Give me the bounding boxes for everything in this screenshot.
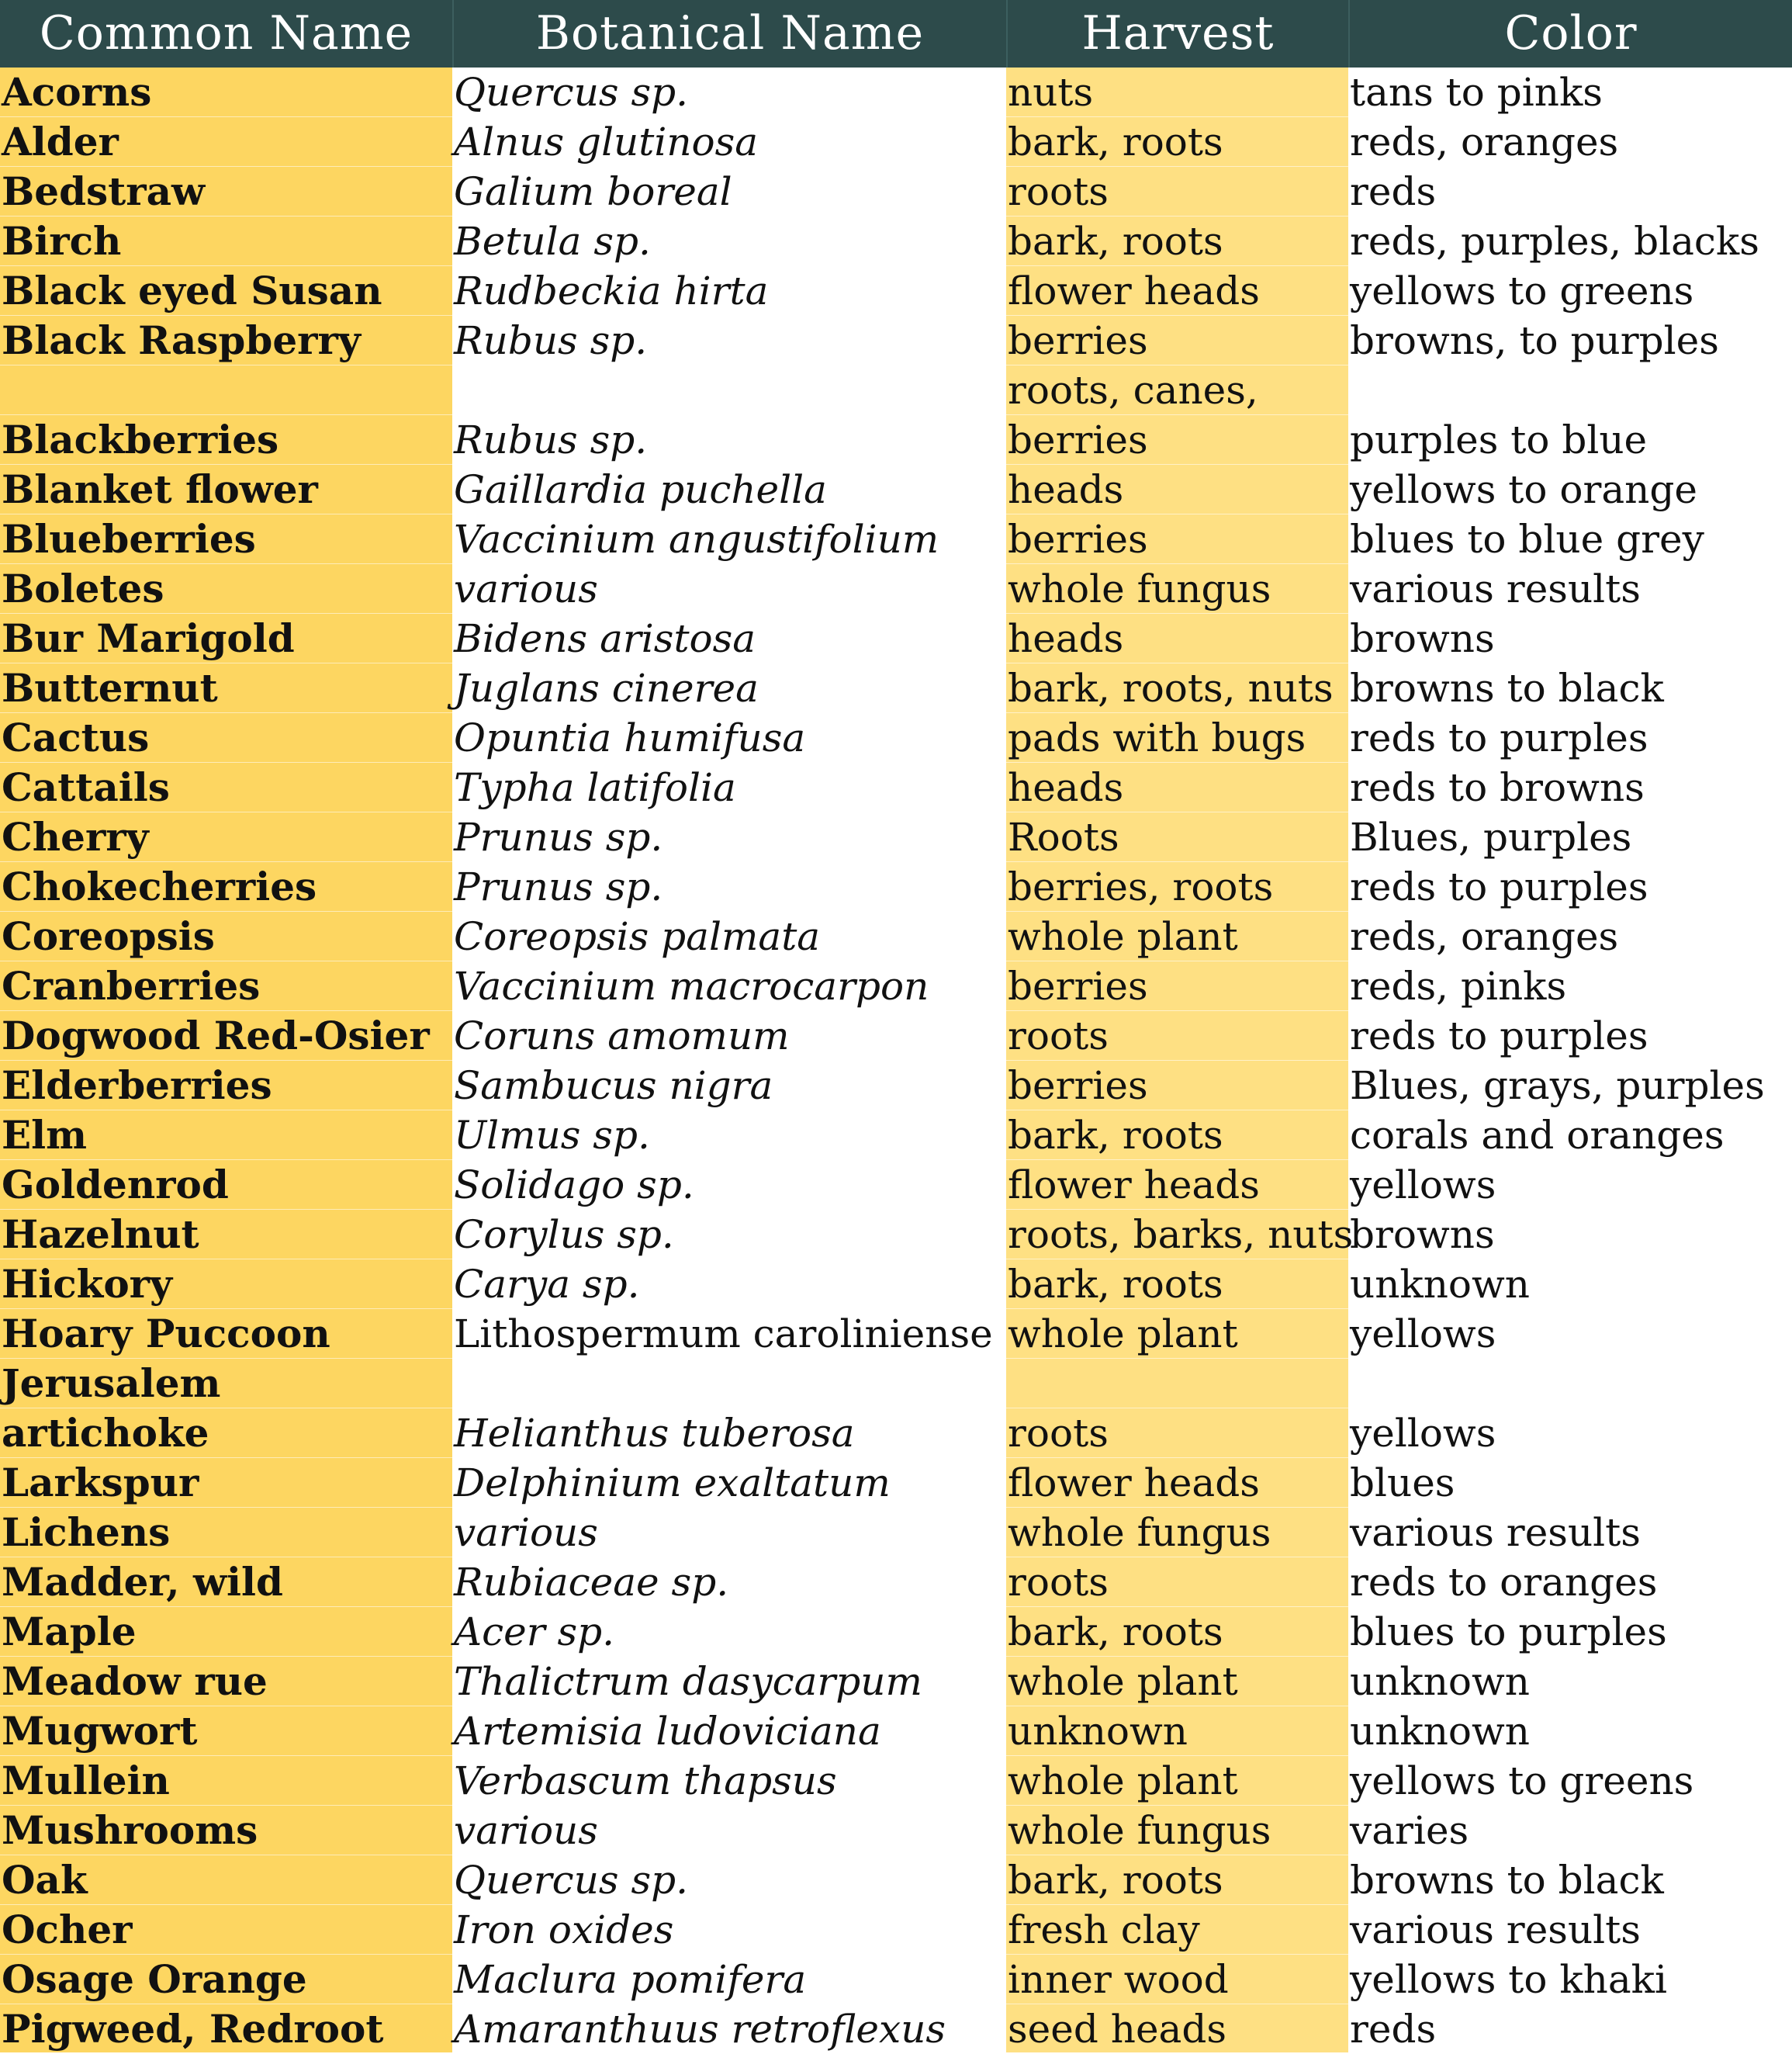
harvest-cell: flower heads xyxy=(1008,268,1260,313)
header-common-name: Common Name xyxy=(39,6,413,61)
color-cell: reds, purples, blacks xyxy=(1350,219,1759,264)
header-color: Color xyxy=(1348,0,1792,68)
table-row xyxy=(0,1458,1792,1508)
color-cell: unknown xyxy=(1350,1659,1531,1704)
table-row xyxy=(0,1309,1792,1359)
table-row xyxy=(0,415,1792,465)
harvest-cell: flower heads xyxy=(1008,1460,1260,1505)
botanical-name-cell: Helianthus tuberosa xyxy=(454,1411,855,1456)
harvest-cell: nuts xyxy=(1008,70,1094,115)
botanical-name-cell: Ulmus sp. xyxy=(454,1113,650,1158)
header-harvest: Harvest xyxy=(1006,0,1348,68)
common-name-cell: Cherry xyxy=(2,814,149,860)
common-name-cell: Chokecherries xyxy=(2,864,317,909)
common-name-cell: Blueberries xyxy=(2,516,256,562)
color-cell: reds xyxy=(1350,169,1437,214)
color-cell: browns, to purples xyxy=(1350,318,1719,363)
harvest-cell: flower heads xyxy=(1008,1162,1260,1207)
table-row xyxy=(0,1657,1792,1706)
table-row xyxy=(0,1508,1792,1557)
common-name-cell: Mushrooms xyxy=(2,1807,258,1853)
color-cell: yellows to orange xyxy=(1350,467,1697,512)
harvest-cell xyxy=(1006,1359,1348,1408)
color-cell: blues to blue grey xyxy=(1350,517,1704,562)
color-cell: blues xyxy=(1350,1460,1455,1505)
common-name-cell: Blanket flower xyxy=(2,466,318,512)
botanical-name-cell: Quercus sp. xyxy=(454,1858,689,1903)
common-name-cell: Larkspur xyxy=(2,1460,199,1505)
botanical-name-cell: Rudbeckia hirta xyxy=(454,268,769,313)
color-cell: yellows to khaki xyxy=(1350,1957,1667,2002)
harvest-cell: Roots xyxy=(1008,815,1119,860)
common-name-cell: Black eyed Susan xyxy=(2,268,382,313)
common-name-cell xyxy=(0,365,452,415)
table-row xyxy=(0,465,1792,514)
common-name-cell: Acorns xyxy=(2,69,152,115)
harvest-cell: whole fungus xyxy=(1008,1808,1271,1853)
table-row xyxy=(0,812,1792,862)
common-name-cell: Elderberries xyxy=(2,1062,272,1108)
common-name-cell: Goldenrod xyxy=(2,1162,229,1207)
botanical-name-cell: Vaccinium angustifolium xyxy=(454,517,939,562)
color-cell: yellows xyxy=(1350,1162,1496,1207)
color-cell: various results xyxy=(1350,1907,1641,1952)
common-name-cell: artichoke xyxy=(2,1410,209,1456)
common-name-cell: Birch xyxy=(2,218,122,264)
color-cell: varies xyxy=(1350,1808,1469,1853)
table-row xyxy=(0,1061,1792,1110)
harvest-cell: berries xyxy=(1008,1063,1148,1108)
botanical-name-cell: Acer sp. xyxy=(454,1609,615,1654)
harvest-cell: roots xyxy=(1008,1013,1109,1058)
common-name-cell: Hoary Puccoon xyxy=(2,1311,330,1356)
common-name-cell: Dogwood Red-Osier xyxy=(2,1013,430,1058)
table-row xyxy=(0,68,1792,117)
harvest-cell: berries xyxy=(1008,517,1148,562)
color-cell: Blues, purples xyxy=(1350,815,1632,860)
harvest-cell: heads xyxy=(1008,616,1124,661)
common-name-cell: Butternut xyxy=(2,665,218,711)
botanical-name-cell: Prunus sp. xyxy=(454,815,663,860)
color-cell: reds to purples xyxy=(1350,715,1648,760)
table-row xyxy=(0,266,1792,316)
botanical-name-cell: Betula sp. xyxy=(454,219,651,264)
common-name-cell: Hazelnut xyxy=(2,1211,199,1257)
table-row xyxy=(0,763,1792,812)
harvest-cell: bark, roots xyxy=(1008,1262,1223,1307)
botanical-name-cell: Lithospermum caroliniense xyxy=(454,1311,993,1356)
harvest-cell: roots, canes, xyxy=(1008,368,1258,413)
table-row xyxy=(0,1955,1792,2004)
botanical-name-cell: Carya sp. xyxy=(454,1262,640,1307)
common-name-cell: Oak xyxy=(2,1857,88,1903)
table-row xyxy=(0,316,1792,365)
table-row xyxy=(0,1855,1792,1905)
botanical-name-cell: Opuntia humifusa xyxy=(454,715,806,760)
botanical-name-cell: Amaranthuus retroflexus xyxy=(454,2007,946,2052)
color-cell: browns xyxy=(1350,616,1495,661)
color-cell: various results xyxy=(1350,566,1641,611)
common-name-cell: Elm xyxy=(2,1112,88,1158)
harvest-cell: fresh clay xyxy=(1008,1907,1200,1952)
botanical-name-cell xyxy=(452,365,1006,415)
table-row xyxy=(0,167,1792,216)
table-row xyxy=(0,1160,1792,1210)
harvest-cell: roots, barks, nuts xyxy=(1008,1212,1354,1257)
botanical-name-cell: Coreopsis palmata xyxy=(454,914,821,959)
color-cell: reds, oranges xyxy=(1350,914,1619,959)
harvest-cell: inner wood xyxy=(1008,1957,1229,2002)
color-cell: corals and oranges xyxy=(1350,1113,1725,1158)
harvest-cell: berries xyxy=(1008,417,1148,462)
table-row xyxy=(0,117,1792,167)
harvest-cell: whole plant xyxy=(1008,1311,1238,1356)
harvest-cell: berries, roots xyxy=(1008,864,1274,909)
botanical-name-cell: various xyxy=(454,1808,598,1853)
common-name-cell: Bur Marigold xyxy=(2,615,295,661)
table-row xyxy=(0,713,1792,763)
table-row xyxy=(0,1607,1792,1657)
botanical-name-cell: Prunus sp. xyxy=(454,864,663,909)
table-row xyxy=(0,1210,1792,1259)
harvest-cell: pads with bugs xyxy=(1008,715,1306,760)
color-cell: browns to black xyxy=(1350,666,1664,711)
table-row xyxy=(0,365,1792,415)
color-cell: purples to blue xyxy=(1350,417,1648,462)
botanical-name-cell: Artemisia ludoviciana xyxy=(454,1709,881,1754)
harvest-cell: berries xyxy=(1008,964,1148,1009)
harvest-cell: bark, roots xyxy=(1008,1858,1223,1903)
table-row xyxy=(0,912,1792,961)
common-name-cell: Mugwort xyxy=(2,1708,198,1754)
table-header xyxy=(0,0,1792,68)
color-cell: reds to browns xyxy=(1350,765,1645,810)
botanical-name-cell: Maclura pomifera xyxy=(454,1957,807,2002)
table-row xyxy=(0,1110,1792,1160)
botanical-name-cell: Galium boreal xyxy=(454,169,732,214)
botanical-name-cell: Rubus sp. xyxy=(454,417,648,462)
harvest-cell: whole fungus xyxy=(1008,566,1271,611)
botanical-name-cell: Bidens aristosa xyxy=(454,616,756,661)
header-botanical-name: Botanical Name xyxy=(452,0,1006,68)
botanical-name-cell: Rubiaceae sp. xyxy=(454,1560,729,1605)
harvest-cell: bark, roots xyxy=(1008,1113,1223,1158)
common-name-cell: Jerusalem xyxy=(2,1360,221,1406)
common-name-cell: Black Raspberry xyxy=(2,317,361,363)
botanical-name-cell: Alnus glutinosa xyxy=(454,119,759,165)
color-cell: reds to purples xyxy=(1350,864,1648,909)
color-cell: browns xyxy=(1350,1212,1495,1257)
color-cell: blues to purples xyxy=(1350,1609,1667,1654)
common-name-cell: Hickory xyxy=(2,1261,173,1307)
color-cell: reds, pinks xyxy=(1350,964,1567,1009)
color-cell: yellows xyxy=(1350,1311,1496,1356)
color-cell: yellows xyxy=(1350,1411,1496,1456)
harvest-cell: bark, roots xyxy=(1008,219,1223,264)
common-name-cell: Lichens xyxy=(2,1509,171,1555)
botanical-name-cell: Iron oxides xyxy=(454,1907,674,1952)
table-row xyxy=(0,862,1792,912)
table-row xyxy=(0,1806,1792,1855)
botanical-name-cell xyxy=(452,1359,1006,1408)
table-row xyxy=(0,614,1792,663)
common-name-cell: Bedstraw xyxy=(2,168,206,214)
botanical-name-cell: Corylus sp. xyxy=(454,1212,674,1257)
table-row xyxy=(0,1359,1792,1408)
table-row xyxy=(0,1011,1792,1061)
common-name-cell: Meadow rue xyxy=(2,1658,268,1704)
harvest-cell: whole fungus xyxy=(1008,1510,1271,1555)
color-cell xyxy=(1348,1359,1792,1408)
harvest-cell: berries xyxy=(1008,318,1148,363)
harvest-cell: unknown xyxy=(1008,1709,1188,1754)
harvest-cell: bark, roots xyxy=(1008,119,1223,165)
color-cell: reds xyxy=(1350,2007,1437,2052)
common-name-cell: Ocher xyxy=(2,1907,133,1952)
harvest-cell: heads xyxy=(1008,765,1124,810)
color-cell: yellows to greens xyxy=(1350,1758,1694,1803)
table-row xyxy=(0,216,1792,266)
common-name-cell: Madder, wild xyxy=(2,1559,283,1605)
botanical-name-cell: Vaccinium macrocarpon xyxy=(454,964,929,1009)
color-cell: browns to black xyxy=(1350,1858,1664,1903)
common-name-cell: Boletes xyxy=(2,566,164,611)
table-row xyxy=(0,564,1792,614)
color-cell: yellows to greens xyxy=(1350,268,1694,313)
harvest-cell: bark, roots, nuts xyxy=(1008,666,1334,711)
table-row xyxy=(0,1557,1792,1607)
botanical-name-cell: various xyxy=(454,1510,598,1555)
botanical-name-cell: Rubus sp. xyxy=(454,318,648,363)
color-cell: reds to oranges xyxy=(1350,1560,1658,1605)
harvest-cell: bark, roots xyxy=(1008,1609,1223,1654)
table-body xyxy=(0,68,1792,2054)
botanical-name-cell: Delphinium exaltatum xyxy=(454,1460,891,1505)
botanical-name-cell: Quercus sp. xyxy=(454,70,689,115)
table-row xyxy=(0,1905,1792,1955)
table-row xyxy=(0,2004,1792,2054)
harvest-cell: whole plant xyxy=(1008,1758,1238,1803)
table-row xyxy=(0,1756,1792,1806)
table-row xyxy=(0,1259,1792,1309)
color-cell: unknown xyxy=(1350,1262,1531,1307)
color-cell: reds to purples xyxy=(1350,1013,1648,1058)
common-name-cell: Blackberries xyxy=(2,417,279,462)
table-row xyxy=(0,961,1792,1011)
table-row xyxy=(0,1408,1792,1458)
harvest-cell: heads xyxy=(1008,467,1124,512)
harvest-cell: whole plant xyxy=(1008,1659,1238,1704)
color-cell: Blues, grays, purples xyxy=(1350,1063,1765,1108)
table-row xyxy=(0,663,1792,713)
color-cell: unknown xyxy=(1350,1709,1531,1754)
color-cell: reds, oranges xyxy=(1350,119,1619,165)
table-row xyxy=(0,1706,1792,1756)
common-name-cell: Maple xyxy=(2,1609,137,1654)
color-cell: tans to pinks xyxy=(1350,70,1603,115)
color-cell: various results xyxy=(1350,1510,1641,1555)
botanical-name-cell: various xyxy=(454,566,598,611)
common-name-cell: Cranberries xyxy=(2,963,261,1009)
harvest-cell: roots xyxy=(1008,1560,1109,1605)
common-name-cell: Osage Orange xyxy=(2,1956,307,2002)
harvest-cell: seed heads xyxy=(1008,2007,1227,2052)
common-name-cell: Cactus xyxy=(2,715,150,760)
common-name-cell: Alder xyxy=(2,119,119,165)
harvest-cell: whole plant xyxy=(1008,914,1238,959)
common-name-cell: Mullein xyxy=(2,1758,170,1803)
harvest-cell: roots xyxy=(1008,169,1109,214)
botanical-name-cell: Verbascum thapsus xyxy=(454,1758,837,1803)
common-name-cell: Coreopsis xyxy=(2,913,215,959)
botanical-name-cell: Thalictrum dasycarpum xyxy=(454,1659,922,1704)
harvest-cell: roots xyxy=(1008,1411,1109,1456)
common-name-cell: Pigweed, Redroot xyxy=(2,2006,384,2052)
botanical-name-cell: Typha latifolia xyxy=(454,765,736,810)
table-row xyxy=(0,514,1792,564)
color-cell xyxy=(1348,365,1792,415)
botanical-name-cell: Coruns amomum xyxy=(454,1013,790,1058)
botanical-name-cell: Sambucus nigra xyxy=(454,1063,773,1108)
common-name-cell: Cattails xyxy=(2,764,170,810)
botanical-name-cell: Solidago sp. xyxy=(454,1162,694,1207)
botanical-name-cell: Juglans cinerea xyxy=(454,666,759,711)
botanical-name-cell: Gaillardia puchella xyxy=(454,467,827,512)
